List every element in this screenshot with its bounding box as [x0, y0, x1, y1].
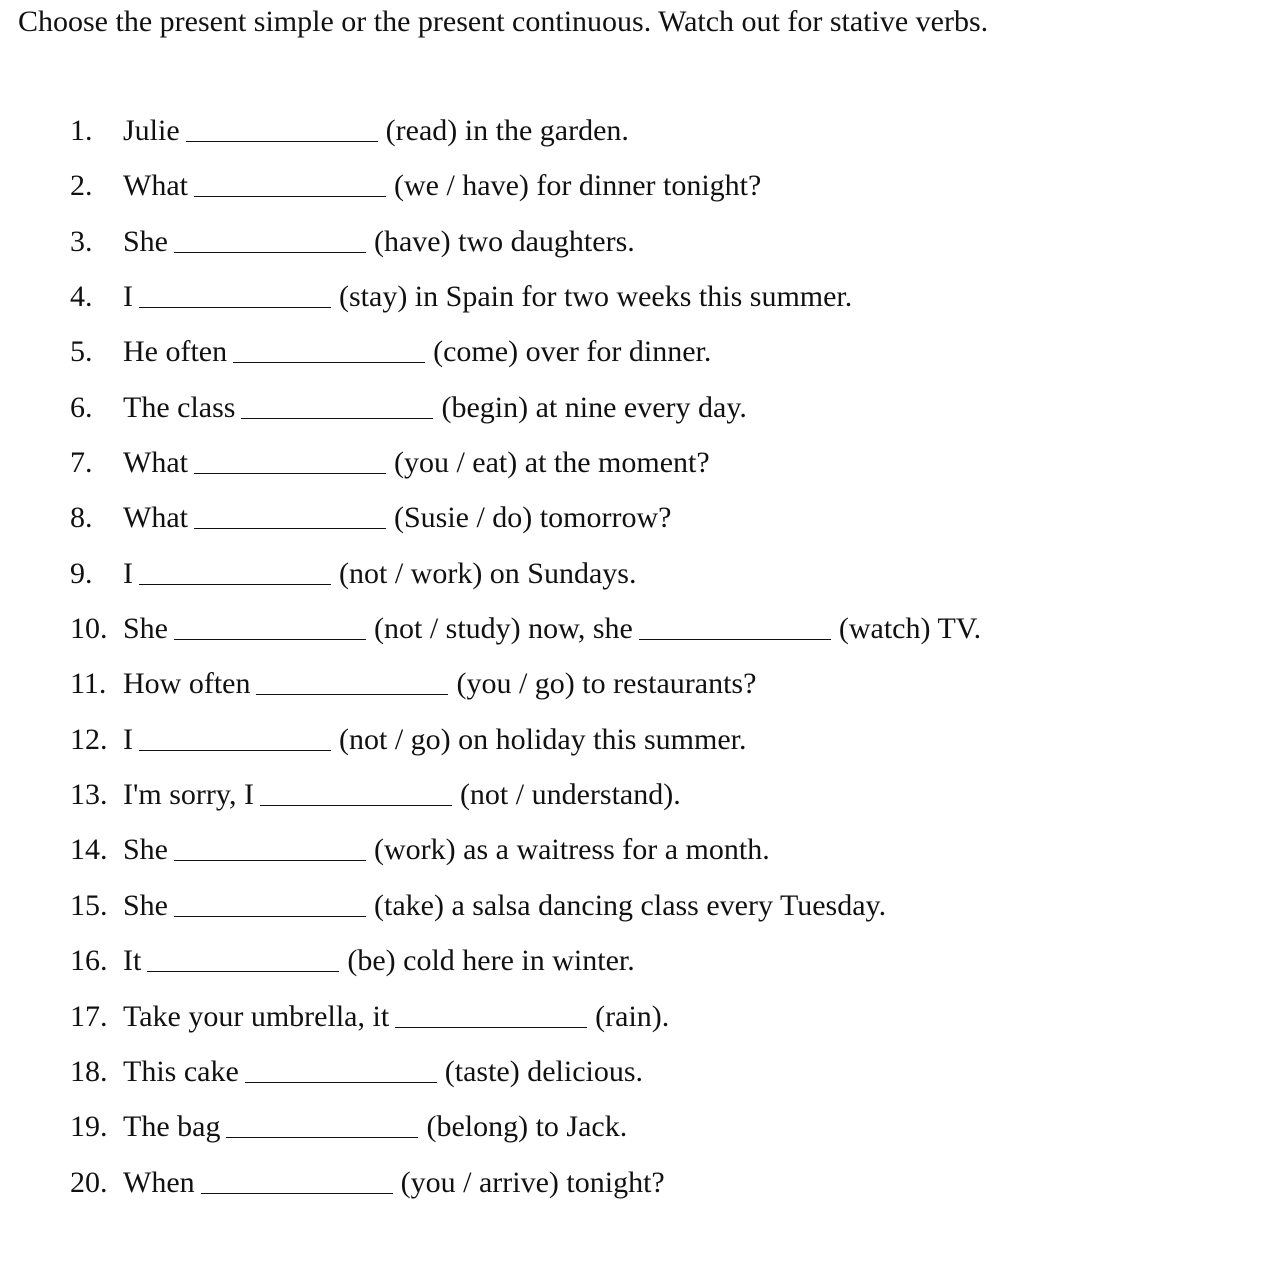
answer-blank[interactable] — [174, 251, 366, 253]
item-number: 3. — [70, 224, 93, 258]
sentence-text: This cake — [123, 1054, 239, 1088]
sentence-text: When — [123, 1165, 195, 1199]
answer-blank[interactable] — [194, 472, 386, 474]
sentence-text: (read) in the garden. — [385, 114, 629, 147]
exercise-item — [0, 826, 1280, 881]
answer-blank[interactable] — [174, 638, 366, 640]
answer-blank[interactable] — [147, 970, 339, 972]
exercise-item — [0, 1103, 1280, 1158]
sentence-text: Julie — [123, 114, 180, 147]
exercise-item — [0, 273, 1280, 328]
answer-blank[interactable] — [201, 1192, 393, 1194]
answer-blank[interactable] — [174, 859, 366, 861]
item-sentence — [123, 993, 669, 1041]
exercise-item — [0, 993, 1280, 1048]
item-sentence — [123, 218, 635, 266]
sentence-text: (watch) TV. — [838, 612, 982, 646]
item-number: 9. — [70, 556, 93, 590]
sentence-text: She — [123, 612, 168, 646]
exercise-item — [0, 107, 1280, 162]
exercise-item — [0, 605, 1280, 660]
item-number: 6. — [70, 390, 93, 424]
exercise-item — [0, 162, 1280, 217]
sentence-text: How often — [123, 667, 251, 701]
exercise-item — [0, 716, 1280, 771]
answer-blank[interactable] — [233, 361, 425, 363]
sentence-text: (work) as a waitress for a month. — [374, 833, 770, 867]
item-number: 16. — [70, 944, 108, 978]
item-number: 1. — [70, 114, 93, 147]
answer-blank[interactable] — [186, 140, 378, 142]
sentence-text: What — [123, 169, 188, 203]
sentence-text: I — [123, 556, 133, 590]
answer-blank[interactable] — [395, 1026, 587, 1028]
sentence-text: (be) cold here in winter. — [347, 944, 635, 978]
item-number: 5. — [70, 335, 93, 369]
exercise-item — [0, 439, 1280, 494]
sentence-text: (begin) at nine every day. — [441, 390, 747, 424]
sentence-text: She — [123, 833, 168, 867]
answer-blank[interactable] — [241, 417, 433, 419]
sentence-text: (we / have) for dinner tonight? — [393, 169, 762, 203]
sentence-text: Take your umbrella, it — [123, 999, 390, 1033]
answer-blank[interactable] — [139, 749, 331, 751]
item-sentence — [123, 494, 671, 542]
sentence-text: (you / go) to restaurants? — [456, 667, 757, 701]
item-sentence — [123, 882, 886, 930]
answer-blank[interactable] — [639, 638, 831, 640]
sentence-text: I — [123, 280, 133, 314]
sentence-text: (belong) to Jack. — [426, 1110, 628, 1144]
exercise-item — [0, 937, 1280, 992]
answer-blank[interactable] — [139, 306, 331, 308]
sentence-text: She — [123, 224, 168, 258]
item-sentence — [123, 660, 756, 708]
item-sentence — [123, 1048, 643, 1096]
exercise-item — [0, 660, 1280, 715]
item-sentence — [123, 273, 852, 321]
sentence-text: It — [123, 944, 142, 978]
exercise-item — [0, 328, 1280, 383]
sentence-text: He often — [123, 335, 228, 369]
sentence-text: (not / study) now, she — [374, 612, 633, 646]
item-number: 17. — [70, 999, 108, 1033]
sentence-text: The bag — [123, 1110, 221, 1144]
item-sentence — [123, 1159, 665, 1207]
item-number: 2. — [70, 169, 93, 203]
answer-blank[interactable] — [194, 195, 386, 197]
item-number: 12. — [70, 722, 108, 756]
exercise-item — [0, 550, 1280, 605]
item-number: 11. — [70, 667, 107, 701]
item-sentence — [123, 550, 636, 598]
sentence-text: What — [123, 501, 188, 535]
exercise-item — [0, 384, 1280, 439]
item-number: 10. — [70, 612, 108, 646]
item-sentence — [123, 107, 629, 155]
exercise-list — [0, 107, 1280, 1214]
sentence-text: (rain). — [595, 999, 670, 1033]
sentence-text: I — [123, 722, 133, 756]
item-number: 15. — [70, 888, 108, 922]
item-number: 7. — [70, 446, 93, 480]
answer-blank[interactable] — [245, 1081, 437, 1083]
item-sentence — [123, 771, 681, 819]
sentence-text: (come) over for dinner. — [433, 335, 712, 369]
item-sentence — [123, 716, 746, 764]
item-sentence — [123, 1103, 627, 1151]
answer-blank[interactable] — [256, 693, 448, 695]
exercise-item — [0, 494, 1280, 549]
answer-blank[interactable] — [260, 804, 452, 806]
sentence-text: She — [123, 888, 168, 922]
answer-blank[interactable] — [139, 583, 331, 585]
item-number: 20. — [70, 1165, 108, 1199]
answer-blank[interactable] — [174, 915, 366, 917]
item-sentence — [123, 162, 761, 210]
item-number: 18. — [70, 1054, 108, 1088]
item-sentence — [123, 384, 747, 432]
item-number: 4. — [70, 280, 93, 314]
item-sentence — [123, 826, 770, 874]
item-sentence — [123, 605, 981, 653]
sentence-text: (stay) in Spain for two weeks this summer. — [339, 280, 853, 314]
exercise-item — [0, 771, 1280, 826]
sentence-text: (you / eat) at the moment? — [393, 446, 710, 480]
answer-blank[interactable] — [194, 527, 386, 529]
sentence-text: (take) a salsa dancing class every Tuesday. — [374, 888, 887, 922]
sentence-text: (Susie / do) tomorrow? — [393, 501, 672, 535]
item-number: 8. — [70, 501, 93, 535]
exercise-item — [0, 1048, 1280, 1103]
sentence-text: (have) two daughters. — [374, 224, 635, 258]
sentence-text: (not / work) on Sundays. — [339, 556, 637, 590]
item-sentence — [123, 439, 710, 487]
sentence-text: (not / go) on holiday this summer. — [339, 722, 747, 756]
instructions-heading: Choose the present simple or the present continuous. Watch out for stative verbs. — [18, 5, 989, 38]
item-number: 19. — [70, 1110, 108, 1144]
sentence-text: The class — [123, 390, 236, 424]
exercise-item — [0, 882, 1280, 937]
exercise-item — [0, 1159, 1280, 1214]
item-sentence — [123, 328, 711, 376]
sentence-text: What — [123, 446, 188, 480]
exercise-item — [0, 218, 1280, 273]
answer-blank[interactable] — [226, 1136, 418, 1138]
item-sentence — [123, 937, 635, 985]
item-number: 13. — [70, 778, 108, 812]
sentence-text: (not / understand). — [459, 778, 681, 812]
sentence-text: I'm sorry, I — [123, 778, 254, 812]
sentence-text: (you / arrive) tonight? — [400, 1165, 665, 1199]
item-number: 14. — [70, 833, 108, 867]
sentence-text: (taste) delicious. — [444, 1054, 644, 1088]
